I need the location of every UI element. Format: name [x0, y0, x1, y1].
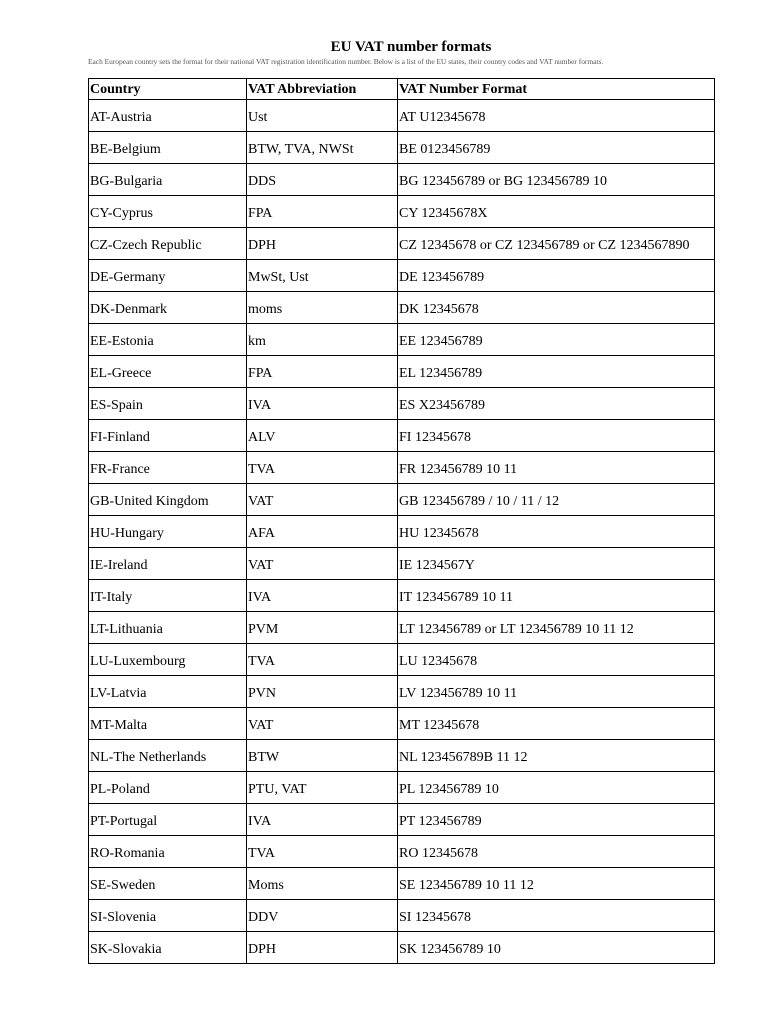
table-row	[89, 772, 715, 804]
vat-number-format-cell: SK 123456789 10	[398, 932, 715, 964]
table-row	[89, 132, 715, 164]
vat-number-format-cell: ES X23456789	[398, 388, 715, 420]
vat-number-format-cell: CY 12345678X	[398, 196, 715, 228]
table-row	[89, 676, 715, 708]
vat-number-format-cell: FI 12345678	[398, 420, 715, 452]
header-vat-abbreviation: VAT Abbreviation	[247, 79, 398, 100]
vat-number-format-cell: DK 12345678	[398, 292, 715, 324]
country-cell: AT-Austria	[89, 100, 247, 132]
vat-abbreviation-cell: IVA	[247, 804, 398, 836]
table-row	[89, 452, 715, 484]
vat-abbreviation-cell: DDS	[247, 164, 398, 196]
vat-abbreviation-cell: TVA	[247, 836, 398, 868]
vat-abbreviation-cell: PTU, VAT	[247, 772, 398, 804]
country-cell: EE-Estonia	[89, 324, 247, 356]
vat-abbreviation-cell: FPA	[247, 356, 398, 388]
table-row	[89, 292, 715, 324]
vat-number-format-cell: EE 123456789	[398, 324, 715, 356]
country-cell: SK-Slovakia	[89, 932, 247, 964]
vat-abbreviation-cell: BTW, TVA, NWSt	[247, 132, 398, 164]
vat-abbreviation-cell: IVA	[247, 388, 398, 420]
table-row	[89, 644, 715, 676]
vat-number-format-cell: BG 123456789 or BG 123456789 10	[398, 164, 715, 196]
vat-number-format-cell: AT U12345678	[398, 100, 715, 132]
vat-abbreviation-cell: TVA	[247, 452, 398, 484]
table-row	[89, 516, 715, 548]
table-row	[89, 484, 715, 516]
table-row	[89, 932, 715, 964]
vat-number-format-cell: LV 123456789 10 11	[398, 676, 715, 708]
vat-abbreviation-cell: PVN	[247, 676, 398, 708]
table-row	[89, 164, 715, 196]
country-cell: MT-Malta	[89, 708, 247, 740]
table-body	[89, 100, 715, 964]
country-cell: FI-Finland	[89, 420, 247, 452]
vat-number-format-cell: FR 123456789 10 11	[398, 452, 715, 484]
vat-number-format-cell: DE 123456789	[398, 260, 715, 292]
vat-abbreviation-cell: IVA	[247, 580, 398, 612]
vat-abbreviation-cell: MwSt, Ust	[247, 260, 398, 292]
table-row	[89, 868, 715, 900]
table-row	[89, 612, 715, 644]
vat-number-format-cell: BE 0123456789	[398, 132, 715, 164]
vat-number-format-cell: LT 123456789 or LT 123456789 10 11 12	[398, 612, 715, 644]
vat-number-format-cell: LU 12345678	[398, 644, 715, 676]
country-cell: ES-Spain	[89, 388, 247, 420]
country-cell: IE-Ireland	[89, 548, 247, 580]
vat-abbreviation-cell: VAT	[247, 484, 398, 516]
vat-abbreviation-cell: moms	[247, 292, 398, 324]
vat-number-format-cell: IE 1234567Y	[398, 548, 715, 580]
document-title: EU VAT number formats	[330, 39, 492, 55]
country-cell: EL-Greece	[89, 356, 247, 388]
table-row	[89, 836, 715, 868]
vat-number-format-cell: PT 123456789	[398, 804, 715, 836]
country-cell: DK-Denmark	[89, 292, 247, 324]
vat-abbreviation-cell: FPA	[247, 196, 398, 228]
vat-number-format-cell: PL 123456789 10	[398, 772, 715, 804]
vat-number-format-cell: IT 123456789 10 11	[398, 580, 715, 612]
vat-abbreviation-cell: PVM	[247, 612, 398, 644]
country-cell: CY-Cyprus	[89, 196, 247, 228]
vat-abbreviation-cell: TVA	[247, 644, 398, 676]
table-row	[89, 324, 715, 356]
vat-abbreviation-cell: VAT	[247, 548, 398, 580]
table-row	[89, 100, 715, 132]
vat-abbreviation-cell: DPH	[247, 228, 398, 260]
table-row	[89, 708, 715, 740]
vat-number-format-cell: MT 12345678	[398, 708, 715, 740]
country-cell: PT-Portugal	[89, 804, 247, 836]
country-cell: IT-Italy	[89, 580, 247, 612]
country-cell: BG-Bulgaria	[89, 164, 247, 196]
country-cell: DE-Germany	[89, 260, 247, 292]
table-row	[89, 260, 715, 292]
country-cell: GB-United Kingdom	[89, 484, 247, 516]
vat-abbreviation-cell: Ust	[247, 100, 398, 132]
vat-number-format-cell: CZ 12345678 or CZ 123456789 or CZ 1234567890	[398, 228, 715, 260]
vat-abbreviation-cell: DDV	[247, 900, 398, 932]
vat-number-format-cell: HU 12345678	[398, 516, 715, 548]
country-cell: RO-Romania	[89, 836, 247, 868]
vat-abbreviation-cell: km	[247, 324, 398, 356]
country-cell: SE-Sweden	[89, 868, 247, 900]
vat-abbreviation-cell: Moms	[247, 868, 398, 900]
country-cell: PL-Poland	[89, 772, 247, 804]
vat-formats-table	[88, 78, 715, 964]
vat-number-format-cell: NL 123456789B 11 12	[398, 740, 715, 772]
vat-number-format-cell: SE 123456789 10 11 12	[398, 868, 715, 900]
vat-abbreviation-cell: VAT	[247, 708, 398, 740]
vat-abbreviation-cell: DPH	[247, 932, 398, 964]
table-row	[89, 356, 715, 388]
country-cell: LU-Luxembourg	[89, 644, 247, 676]
country-cell: BE-Belgium	[89, 132, 247, 164]
vat-abbreviation-cell: BTW	[247, 740, 398, 772]
vat-abbreviation-cell: AFA	[247, 516, 398, 548]
table-row	[89, 740, 715, 772]
table-row	[89, 900, 715, 932]
table-row	[89, 580, 715, 612]
table-row	[89, 420, 715, 452]
vat-number-format-cell: RO 12345678	[398, 836, 715, 868]
header-row	[89, 79, 715, 100]
country-cell: HU-Hungary	[89, 516, 247, 548]
country-cell: LV-Latvia	[89, 676, 247, 708]
country-cell: CZ-Czech Republic	[89, 228, 247, 260]
country-cell: FR-France	[89, 452, 247, 484]
vat-number-format-cell: GB 123456789 / 10 / 11 / 12	[398, 484, 715, 516]
header-vat-number-format: VAT Number Format	[398, 79, 715, 100]
country-cell: NL-The Netherlands	[89, 740, 247, 772]
country-cell: LT-Lithuania	[89, 612, 247, 644]
table-row	[89, 388, 715, 420]
document-intro: Each European country sets the format for their national VAT registration identification number. Below is a list of the EU states, their country codes and VAT number formats.	[88, 57, 604, 66]
country-cell: SI-Slovenia	[89, 900, 247, 932]
table-row	[89, 196, 715, 228]
vat-number-format-cell: EL 123456789	[398, 356, 715, 388]
vat-number-format-cell: SI 12345678	[398, 900, 715, 932]
table-header	[89, 79, 715, 100]
table-row	[89, 548, 715, 580]
vat-abbreviation-cell: ALV	[247, 420, 398, 452]
table-row	[89, 228, 715, 260]
table-row	[89, 804, 715, 836]
header-country: Country	[89, 79, 247, 100]
